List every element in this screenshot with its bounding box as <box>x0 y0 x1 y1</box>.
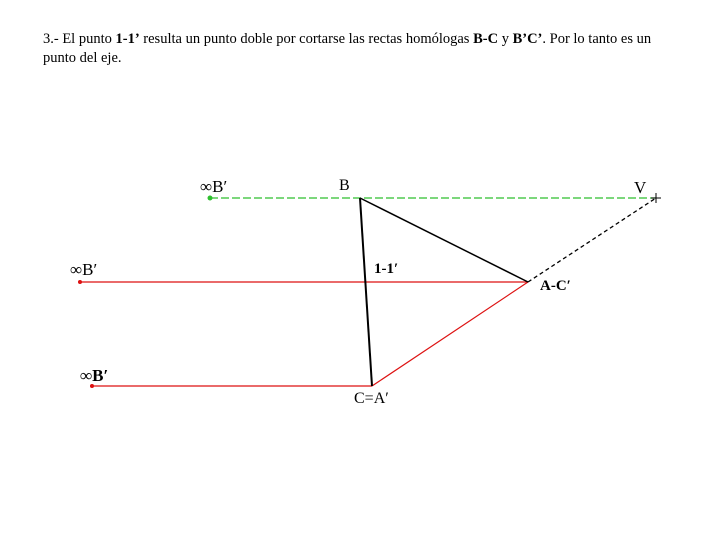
caption-bold-point: 1-1’ <box>115 31 140 47</box>
label-v: V <box>634 178 647 197</box>
label-c-equals-a-prime: C=A′ <box>354 390 389 407</box>
label-point-1-1-prime: 1-1′ <box>374 261 399 277</box>
caption-part-2: resulta un punto doble por cortarse las rectas homólogas <box>139 31 474 47</box>
green-endpoint-dot <box>208 196 213 201</box>
red-line-ca-ac <box>372 282 528 386</box>
label-inf-b-prime-bottom: ∞B′ <box>80 366 109 385</box>
label-inf-b-prime-middle: ∞B′ <box>70 260 98 279</box>
caption-part-4: . Por lo tanto es un punto del eje. <box>43 31 652 66</box>
line-b-c <box>360 198 372 386</box>
red-endpoint-dot-middle <box>78 280 82 284</box>
label-a-c-prime: A-C′ <box>540 278 571 294</box>
line-ac-v-dashed <box>528 198 656 282</box>
caption-bold-line-bc: B-C <box>473 31 499 47</box>
caption-bold-line-bc-prime: B’C’ <box>512 31 543 47</box>
label-b: B <box>339 177 350 194</box>
caption-part-3: y <box>498 31 513 47</box>
label-inf-b-prime-top: ∞B′ <box>200 177 228 196</box>
caption-part-1: 3.- El punto <box>43 31 116 47</box>
